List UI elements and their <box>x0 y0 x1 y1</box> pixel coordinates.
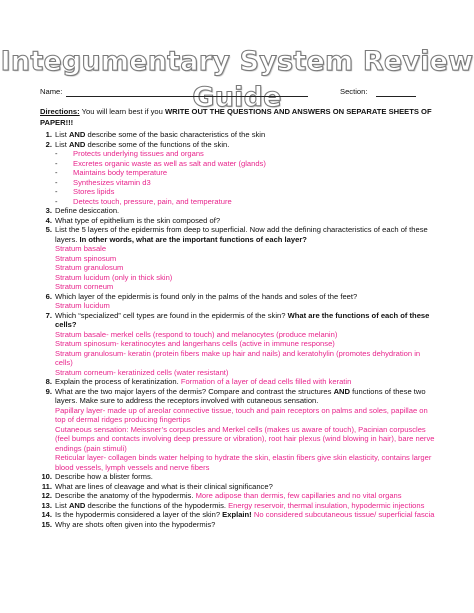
question-number: 8. <box>45 377 52 386</box>
answer-text: Stratum basale <box>55 244 107 253</box>
question-text: List <box>55 500 67 510</box>
section-label: Section: <box>340 87 368 96</box>
answer-text: Stratum granulosum- keratin (protein fibers make up hair and nails) and keratohylin (promotes dehydration in cells) <box>55 348 421 367</box>
question-text: Which “specialized” cell types are found in the epidermis of the skin? <box>55 310 286 320</box>
question-number: 14. <box>41 510 52 519</box>
question-list <box>40 130 436 529</box>
answer-item: - Maintains body temperature <box>55 168 168 177</box>
page-title: Integumentary System Review Guide <box>0 46 474 113</box>
question-bold: Explain! <box>222 510 252 519</box>
question-8 <box>40 377 436 387</box>
question-bold: In other words, what are the important functions of each layer? <box>79 234 307 244</box>
question-12 <box>40 491 436 501</box>
answer-text: Cutaneous sensation: Meissner’s corpuscles and Merkel cells (makes us aware of touch), Pacinian corpuscles (feel bumps and contacts involving deep pressure or vibration), root hair plexus (wind blowing in hair), bare nerve endings (pain stimuli) <box>55 424 435 453</box>
question-text: What are the two major layers of the dermis? Compare and contrast the structures <box>55 386 332 396</box>
question-text: Why are shots often given into the hypodermis? <box>55 519 216 529</box>
answer-text: Formation of a layer of dead cells filled with keratin <box>180 377 352 386</box>
name-section-line <box>40 86 440 100</box>
question-number: 12. <box>41 491 52 500</box>
answer-text: Stratum basale- merkel cells (respond to touch) and melanocytes (produce melanin) <box>55 329 338 339</box>
directions <box>40 107 436 128</box>
question-5 <box>40 225 436 292</box>
answer-text: No considered subcutaneous tissue/ superficial fascia <box>253 510 435 519</box>
answer-item: - Detects touch, pressure, pain, and temperature <box>55 196 232 206</box>
answer-text: Reticular layer- collagen binds water helping to hydrate the skin, elastin fibers give skin elasticity, contains larger blood vessels, lymph vessels and nerve fibers <box>55 453 432 472</box>
directions-label: Directions: <box>40 107 80 116</box>
question-bold: What are the functions of each of these cells? <box>55 310 430 329</box>
question-text: describe the functions of the hypodermis. <box>87 500 226 510</box>
answer-text: Excretes organic waste as well as salt and water (glands) <box>73 158 266 168</box>
name-label: Name: <box>40 87 63 96</box>
question-number: 11. <box>41 481 52 491</box>
answer-text: Stratum spinosum <box>55 253 117 263</box>
question-text: Describe how a blister forms. <box>55 472 153 481</box>
question-number: 1. <box>45 130 52 139</box>
question-number: 7. <box>45 310 52 320</box>
answer-text: Stratum granulosum <box>55 263 124 272</box>
question-number: 15. <box>41 519 52 529</box>
question-7 <box>40 311 436 378</box>
question-9 <box>40 387 436 473</box>
question-text: List <box>55 139 67 149</box>
answer-text: Protects underlying tissues and organs <box>73 149 204 158</box>
answer-text: Stratum corneum- keratinized cells (water resistant) <box>55 367 229 377</box>
question-text: Explain the process of keratinization. <box>55 377 179 386</box>
question-bold: AND <box>68 500 86 510</box>
answer-text: Stores lipids <box>73 187 115 196</box>
question-number: 13. <box>41 500 52 510</box>
question-3 <box>40 206 436 216</box>
question-13 <box>40 501 436 511</box>
question-bold: AND <box>68 130 86 139</box>
directions-text: You will learn best if you <box>81 107 163 116</box>
question-text: List the 5 layers of the epidermis from deep to superficial. Now add the defining characteristics of each of these layers. <box>55 225 428 244</box>
question-6 <box>40 292 436 311</box>
answer-text: Maintains body temperature <box>73 168 168 177</box>
answer-item: - Protects underlying tissues and organs <box>55 149 204 158</box>
section-blank <box>376 96 416 97</box>
answer-text: Stratum spinosum- keratinocytes and langerhans cells (active in immune response) <box>55 339 335 348</box>
question-bold: AND <box>68 139 86 149</box>
question-text: Define desiccation. <box>55 206 120 215</box>
answer-text: Stratum lucidum <box>55 301 110 310</box>
question-4 <box>40 216 436 226</box>
question-text: What are lines of cleavage and what is their clinical significance? <box>55 481 273 491</box>
question-bold: AND <box>333 386 351 396</box>
question-text: Is the hypodermis considered a layer of the skin? <box>55 510 221 519</box>
question-number: 3. <box>45 206 52 215</box>
answer-item: - Stores lipids <box>55 187 115 196</box>
question-text: describe some of the functions of the skin. <box>87 139 230 149</box>
question-number: 9. <box>45 386 52 396</box>
question-11 <box>40 482 436 492</box>
question-text: functions of these two layers. Make sure to address the receptors involved with cutaneous sensation. <box>55 386 426 405</box>
question-number: 4. <box>45 215 52 225</box>
question-text: List <box>55 130 67 139</box>
question-number: 10. <box>41 472 52 481</box>
question-number: 5. <box>45 225 52 234</box>
answer-text: Detects touch, pressure, pain, and temperature <box>73 196 232 206</box>
answer-text: Stratum lucidum (only in thick skin) <box>55 272 173 282</box>
question-15 <box>40 520 436 530</box>
question-text: Describe the anatomy of the hypodermis. <box>55 491 194 500</box>
question-number: 2. <box>45 139 52 149</box>
question-number: 6. <box>45 291 52 301</box>
name-blank <box>66 96 308 97</box>
question-1 <box>40 130 436 140</box>
question-text: What type of epithelium is the skin composed of? <box>55 215 221 225</box>
answer-item: - Excretes organic waste as well as salt and water (glands) <box>55 158 266 168</box>
answer-text: Papillary layer- made up of areolar connective tissue, touch and pain receptors on palms and soles, papillae on top of dermal ridges producing fingertips <box>55 405 428 424</box>
directions-emphasis: WRITE OUT THE QUESTIONS AND ANSWERS ON SEPARATE SHEETS OF PAPER!!! <box>40 107 432 127</box>
answer-item: - Synthesizes vitamin d3 <box>55 177 151 187</box>
question-14 <box>40 510 436 520</box>
answer-text: More adipose than dermis, few capillaries and no vital organs <box>195 491 402 500</box>
answer-text: Energy reservoir, thermal insulation, hypodermic injections <box>228 500 425 510</box>
question-text: Which layer of the epidermis is found only in the palms of the hands and soles of the feet? <box>55 291 358 301</box>
question-10 <box>40 472 436 482</box>
question-text: describe some of the basic characteristics of the skin <box>87 130 266 139</box>
answer-text: Stratum corneum <box>55 282 114 291</box>
question-2 <box>40 140 436 150</box>
answer-text: Synthesizes vitamin d3 <box>73 177 151 187</box>
